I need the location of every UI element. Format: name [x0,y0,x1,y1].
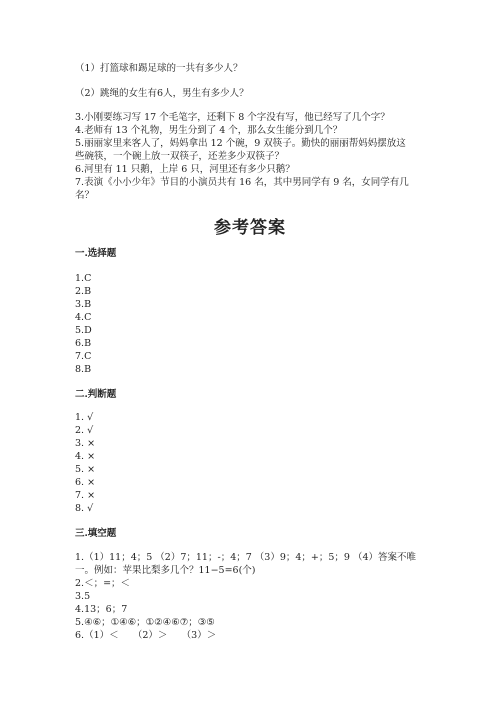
fill-answer-line: 2.＜；=；＜ [75,578,131,589]
judge-answer-item: 4. × [75,451,96,462]
judge-answer-list [75,411,95,515]
question-5-line-2: 些碗筷，一个碗上放一双筷子，还差多少双筷子？ [75,151,285,162]
judge-answer-item: 5. × [75,464,96,475]
fill-answer-line: 一。例如：苹果比梨多几个？11−5=6(个) [75,565,256,576]
section-title-judge: 二.判断题 [75,389,117,400]
section-title-fill: 三.填空题 [75,528,117,539]
judge-answer-item: 8. √ [75,503,94,514]
question-5-line-1: 5.丽丽家里来客人了，妈妈拿出 12 个碗，9 双筷子。勤快的丽丽帮妈妈摆放这 [75,138,406,149]
question-3: 3.小刚要练习写 17 个毛笔字，还剩下 8 个字没有写，他已经写了几个字？ [75,112,390,123]
choice-answer-item: 7.C [75,351,92,362]
question-7-line-1: 7.表演《小小少年》节目的小演员共有 16 名，其中男同学有 9 名，女同学有几 [75,177,409,188]
question-4: 4.老师有 13 个礼物，男生分到了 4 个，那么女生能分到几个？ [75,125,343,136]
question-6: 6.河里有 11 只鹅，上岸 6 只，河里还有多少只鹅？ [75,164,295,175]
fill-answer-line: 3.5 [75,591,91,602]
question-part-2: （2）跳绳的女生有6人，男生有多少人？ [75,88,249,99]
choice-answer-item: 8.B [75,364,92,375]
judge-answer-item: 7. × [75,490,96,501]
judge-answer-item: 1. √ [75,412,94,423]
choice-answer-item: 2.B [75,286,92,297]
fill-answer-line: 6.（1）＜ （2）＞ （3）＞ [75,630,217,641]
fill-answer-line: 1.（1）11；4；5 （2）7；11；-；4；7 （3）9；4；+；5；9 （4）答案不唯 [75,552,417,563]
choice-answer-item: 3.B [75,299,92,310]
judge-answer-item: 6. × [75,477,96,488]
fill-answer-line: 5.④⑥；①④⑥；①②④⑥⑦；③⑤ [75,617,215,628]
fill-answer-list [75,551,416,642]
choice-answer-list [75,272,92,376]
choice-answer-item: 4.C [75,312,92,323]
fill-answer-line: 4.13；6；7 [75,604,128,615]
choice-answer-item: 5.D [75,325,92,336]
judge-answer-item: 3. × [75,438,96,449]
judge-answer-item: 2. √ [75,425,94,436]
question-part-1: （1）打篮球和踢足球的一共有多少人？ [75,63,243,74]
section-title-choice: 一.选择题 [75,248,117,259]
answer-title: 参考答案 [214,218,286,238]
question-7-line-2: 名？ [75,190,95,201]
choice-answer-item: 6.B [75,338,92,349]
choice-answer-item: 1.C [75,273,92,284]
